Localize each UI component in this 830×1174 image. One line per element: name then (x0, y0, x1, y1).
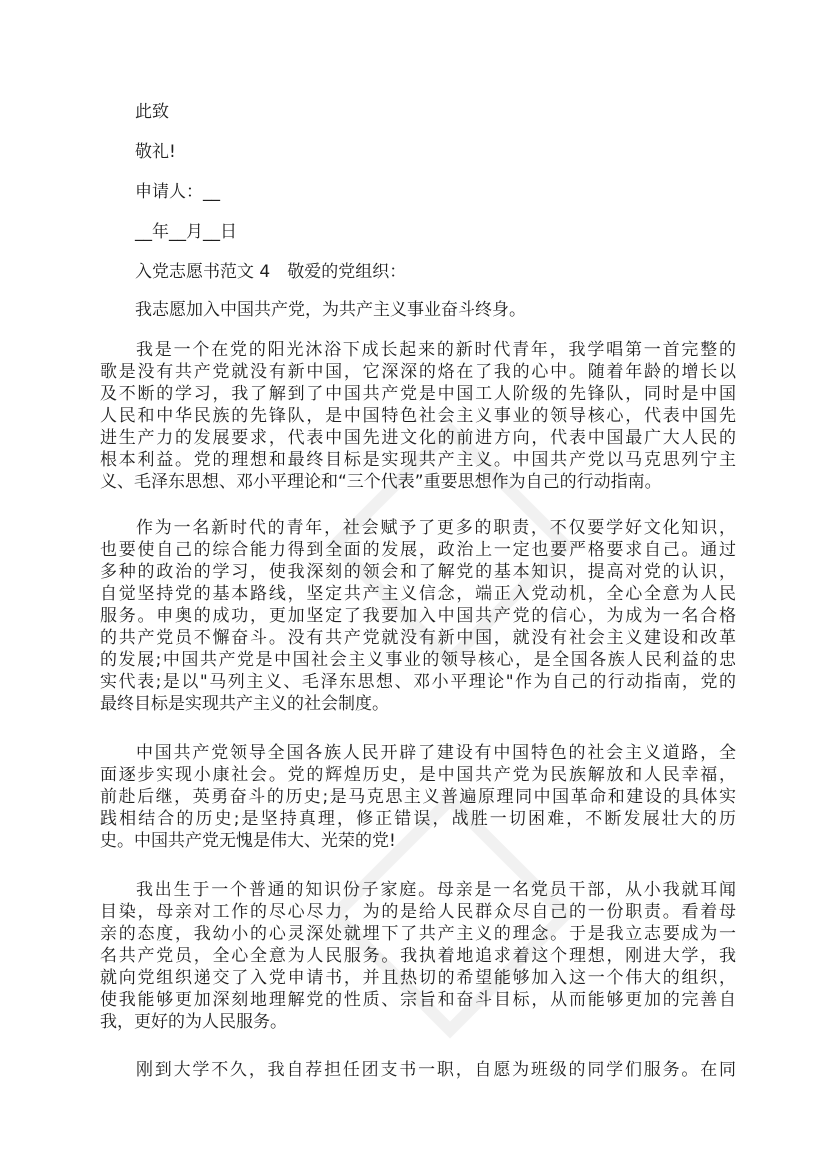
paragraph-line: 面逐步实现小康社会。党的辉煌历史，是中国共产党为民族解放和人民幸福， (100, 765, 736, 785)
paragraph-line: 作为一名新时代的青年，社会赋予了更多的职责，不仅要学好文化知识， (136, 518, 736, 538)
paragraph (100, 339, 736, 493)
paragraph-line: 我是一个在党的阳光沐浴下成长起来的新时代青年，我学唱第一首完整的 (136, 340, 736, 360)
paragraph-line: 我出生于一个普通的知识份子家庭。母亲是一名党员干部，从小我就耳闻 (136, 880, 736, 900)
paragraph-line: 中国共产党领导全国各族人民开辟了建设有中国特色的社会主义道路，全 (136, 743, 736, 763)
paragraph (100, 742, 736, 852)
pledge-line: 我志愿加入中国共产党，为共产主义事业奋斗终身。 (135, 300, 526, 320)
paragraph-line: 就向党组织递交了入党申请书，并且热切的希望能够加入这一个伟大的组织， (100, 968, 736, 988)
paragraph-line: 歌是没有共产党就没有新中国，它深深的烙在了我的心中。随着年龄的增长以 (100, 362, 736, 382)
applicant-line: 申请人：__ (135, 182, 220, 202)
paragraph (100, 517, 736, 715)
paragraph-line: 及不断的学习，我了解到了中国共产党是中国工人阶级的先锋队，同时是中国 (100, 384, 736, 404)
paragraph-line: 刚到大学不久，我自荐担任团支书一职，自愿为班级的同学们服务。在同 (136, 1060, 736, 1080)
paragraph-line: 目染，母亲对工作的尽心尽力，为的是给人民群众尽自己的一份职责。看着母 (100, 902, 736, 922)
paragraph (100, 879, 736, 1033)
paragraph-line: 根本利益。党的理想和最终目标是实现共产主义。中国共产党以马克思列宁主 (100, 450, 736, 470)
paragraph-line: 的共产党员不懈奋斗。没有共产党就没有新中国，就没有社会主义建设和改革 (100, 628, 736, 648)
paragraph-line: 名共产党员，全心全意为人民服务。我执着地追求着这个理想，刚进大学，我 (100, 946, 736, 966)
sample-heading: 入党志愿书范文 4 敬爱的党组织： (135, 262, 407, 282)
paragraph-line: 实代表;是以"马列主义、毛泽东思想、邓小平理论"作为自己的行动指南，党的 (100, 672, 736, 692)
paragraph-line: 的发展;中国共产党是中国社会主义事业的领导核心，是全国各族人民利益的忠 (100, 650, 736, 670)
paragraph-line: 义、毛泽东思想、邓小平理论和“三个代表”重要思想作为自己的行动指南。 (100, 472, 662, 492)
paragraph-line: 使我能够更加深刻地理解党的性质、宗旨和奋斗目标，从而能够更加的完善自 (100, 990, 736, 1010)
paragraph-line: 也要使自己的综合能力得到全面的发展，政治上一定也要严格要求自己。通过 (100, 540, 736, 560)
paragraph-line: 践相结合的历史;是坚持真理，修正错误，战胜一切困难，不断发展壮大的历 (100, 809, 736, 829)
paragraph-line: 人民和中华民族的先锋队，是中国特色社会主义事业的领导核心，代表中国先 (100, 406, 736, 426)
closing-salutation: 此致 (135, 102, 169, 122)
paragraph-line: 多种的政治的学习，使我深刻的领会和了解党的基本知识，提高对党的认识， (100, 562, 736, 582)
date-line: __年__月__日 (135, 222, 237, 242)
closing-respect: 敬礼! (135, 142, 176, 162)
paragraph-line: 亲的态度，我幼小的心灵深处就埋下了共产主义的理念。于是我立志要成为一 (100, 924, 736, 944)
paragraph-line: 最终目标是实现共产主义的社会制度。 (100, 694, 389, 714)
paragraph-line: 自觉坚持党的基本路线，坚定共产主义信念，端正入党动机，全心全意为人民 (100, 584, 736, 604)
paragraph-line: 进生产力的发展要求，代表中国先进文化的前进方向，代表中国最广大人民的 (100, 428, 736, 448)
paragraph-line: 服务。申奥的成功，更加坚定了我要加入中国共产党的信心，为成为一名合格 (100, 606, 736, 626)
paragraph-line: 前赴后继，英勇奋斗的历史;是马克思主义普遍原理同中国革命和建设的具体实 (100, 787, 736, 807)
paragraph-line: 史。中国共产党无愧是伟大、光荣的党! (100, 831, 396, 851)
paragraph (100, 1059, 736, 1081)
paragraph-line: 我，更好的为人民服务。 (100, 1012, 287, 1032)
